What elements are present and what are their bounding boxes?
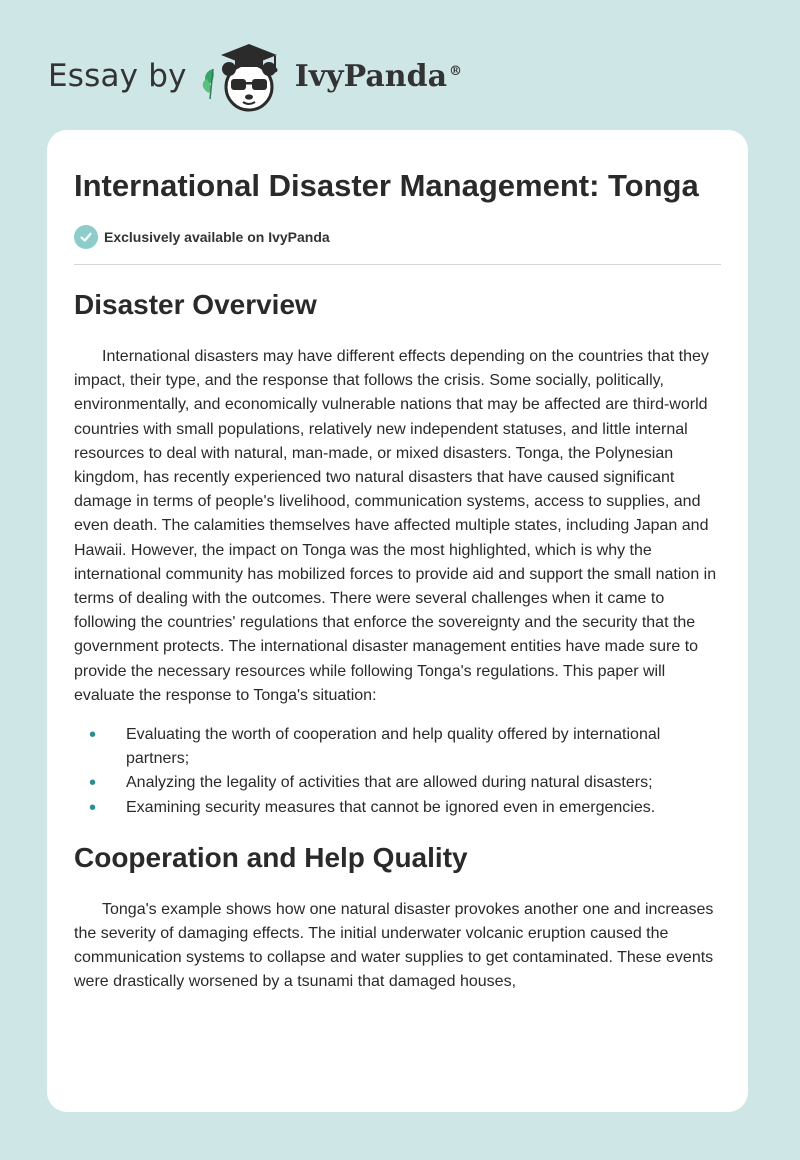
- divider: [74, 264, 721, 265]
- section-cooperation: [74, 840, 721, 995]
- bullet-icon: •: [89, 724, 97, 747]
- bullet-list: [74, 723, 721, 820]
- brand-name: IvyPanda ®: [294, 58, 463, 94]
- section-paragraph: International disasters may have different effects depending on the countries that they impact, their type, and the response that follows the crisis. Some socially, politically, environmentally, and economically vulnerable nations that may be affected are third-world countries with small populations, relatively new independent statuses, and little internal resources to deal with natural, man-made, or mixed disasters. Tonga, the Polynesian kingdom, has recently experienced two natural disasters that have caused significant damage in terms of people's livelihood, communication systems, access to supplies, and even death. The calamities themselves have affected multiple states, including Japan and Hawaii. However, the impact on Tonga was the most highlighted, which is why the international community has mobilized forces to provide aid and support the small nation in terms of dealing with the outcomes. There were several challenges when it came to following the countries' regulations that enforce the sovereignty and the security that the government protects. The international disaster management entities have made sure to provide the necessary resources while following Tonga's regulations. This paper will evaluate the response to Tonga's situation:: [74, 348, 717, 704]
- list-item: • Analyzing the legality of activities that are allowed during natural disasters;: [89, 772, 653, 795]
- section-disaster-overview: [74, 287, 721, 820]
- list-item: • Evaluating the worth of cooperation and help quality offered by international partners;: [89, 724, 661, 768]
- list-item: • Examining security measures that cannot be ignored even in emergencies.: [89, 796, 656, 819]
- section-paragraph: Tonga's example shows how one natural disaster provokes another one and increases the severity of damaging effects. The initial underwater volcanic eruption caused the communication systems to collapse and water supplies to get contaminated. These events were drastically worsened by a tsunami that damaged houses,: [74, 900, 714, 991]
- page-title: International Disaster Management: Tonga: [74, 168, 699, 203]
- check-icon: [74, 225, 98, 249]
- brand-header: [48, 36, 462, 116]
- exclusive-label: Exclusively available on IvyPanda: [104, 229, 330, 245]
- essay-card: [47, 130, 748, 1112]
- brand-prefix: Essay by: [48, 58, 187, 94]
- section-heading: Disaster Overview: [74, 289, 317, 320]
- section-heading: Cooperation and Help Quality: [74, 841, 468, 873]
- bullet-icon: •: [89, 772, 97, 795]
- bullet-icon: •: [89, 796, 97, 819]
- exclusive-badge: [74, 225, 721, 249]
- panda-graduate-icon: [199, 39, 291, 113]
